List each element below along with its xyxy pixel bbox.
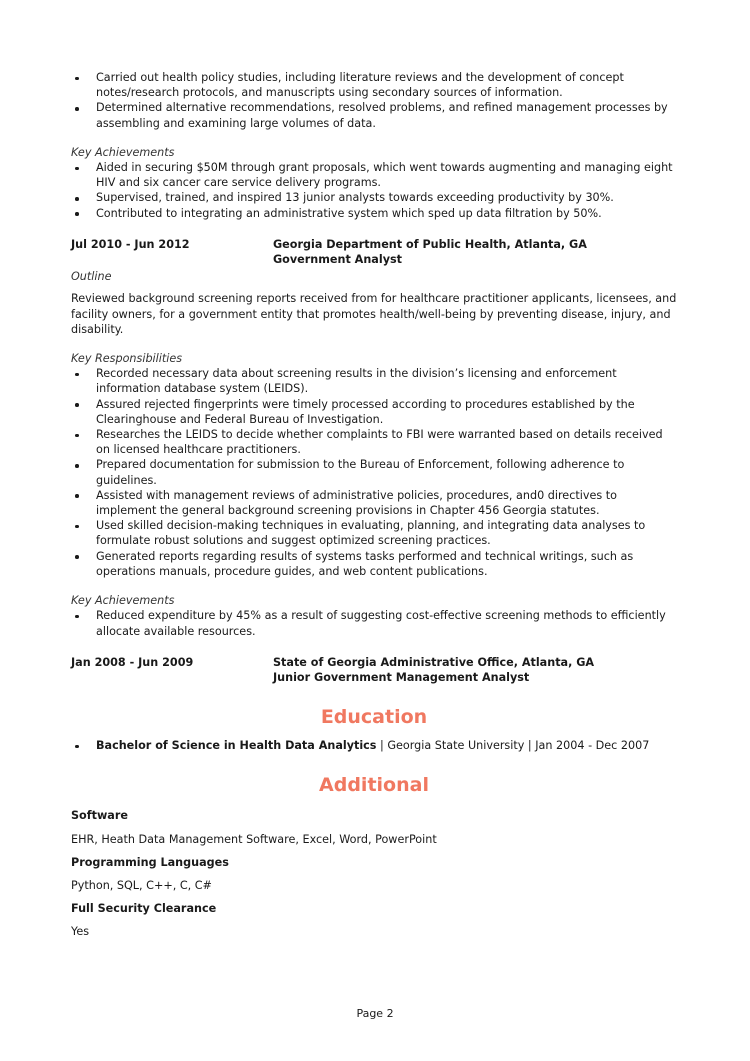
list-item: Determined alternative recommendations, resolved problems, and refined management processes by assembling and examining large volumes of data.: [71, 100, 677, 130]
job2-org-block: [273, 237, 677, 267]
page-number: Page 2: [356, 1007, 394, 1020]
list-item: [71, 738, 677, 753]
clearance-label: Full Security Clearance: [71, 902, 217, 916]
job2-achievements-list: [71, 608, 677, 638]
resume-page-2: [71, 70, 677, 940]
list-item: Carried out health policy studies, including literature reviews and the development of concept notes/research protocols, and manuscripts using secondary sources of information.: [71, 70, 677, 100]
job1-achievements-label: Key Achievements: [71, 145, 175, 159]
education-details: | Georgia State University | Jan 2004 - Dec 2007: [376, 739, 650, 753]
software-label: Software: [71, 809, 128, 823]
job2-outline-label: Outline: [71, 270, 112, 284]
job3-title: Junior Government Management Analyst: [273, 670, 530, 684]
list-item: Reduced expenditure by 45% as a result of suggesting cost-effective screening methods to efficiently allocate available resources.: [71, 608, 677, 638]
languages-label: Programming Languages: [71, 855, 229, 869]
job2-organization: Georgia Department of Public Health, Atlanta, GA: [273, 237, 587, 251]
job2-dates: Jul 2010 - Jun 2012: [71, 237, 190, 251]
job2-title: Government Analyst: [273, 253, 402, 267]
clearance-text: Yes: [71, 925, 90, 939]
list-item: Recorded necessary data about screening results in the division’s licensing and enforcement information database system (LEIDS).: [71, 366, 677, 396]
education-degree: Bachelor of Science in Health Data Analytics: [96, 739, 377, 753]
list-item: Supervised, trained, and inspired 13 junior analysts towards exceeding productivity by 30%.: [71, 190, 677, 205]
job2-responsibilities-list: [71, 366, 677, 579]
languages-text: Python, SQL, C++, C, C#: [71, 878, 212, 892]
list-item: Contributed to integrating an administrative system which sped up data filtration by 50%.: [71, 206, 677, 221]
job1-responsibilities-list: [71, 70, 677, 131]
job3-dates: Jan 2008 - Jun 2009: [71, 655, 194, 669]
list-item: Assured rejected fingerprints were timely processed according to procedures established by the Clearinghouse and Federal Bureau of Investigation.: [71, 397, 677, 427]
job3-organization: State of Georgia Administrative Office, Atlanta, GA: [273, 655, 595, 669]
job2-responsibilities-label: Key Responsibilities: [71, 352, 183, 366]
list-item: Used skilled decision-making techniques in evaluating, planning, and integrating data analyses to formulate robust solutions and suggest optimized screening practices.: [71, 518, 677, 548]
job2-outline-text: Reviewed background screening reports received from for healthcare practitioner applicants, licensees, and facility owners, for a government entity that promotes health/well-being by preventing disease, injury, and disability.: [71, 292, 677, 336]
list-item: Assisted with management reviews of administrative policies, procedures, and0 directives to implement the general background screening provisions in Chapter 456 Georgia statutes.: [71, 488, 677, 518]
list-item: Aided in securing $50M through grant proposals, which went towards augmenting and managing eight HIV and six cancer care service delivery programs.: [71, 160, 677, 190]
job1-achievements-list: [71, 160, 677, 221]
education-list: [71, 738, 677, 753]
list-item: Generated reports regarding results of systems tasks performed and technical writings, such as operations manuals, procedure guides, and web content publications.: [71, 549, 677, 579]
software-text: EHR, Heath Data Management Software, Excel, Word, PowerPoint: [71, 832, 437, 846]
job3-header: [71, 655, 677, 685]
list-item: Prepared documentation for submission to the Bureau of Enforcement, following adherence to guidelines.: [71, 457, 677, 487]
job2-header: [71, 237, 677, 267]
job2-achievements-label: Key Achievements: [71, 594, 175, 608]
list-item: Researches the LEIDS to decide whether complaints to FBI were warranted based on details received on licensed healthcare practitioners.: [71, 427, 677, 457]
education-heading: Education: [320, 706, 428, 729]
job3-org-block: [273, 655, 677, 685]
additional-heading: Additional: [319, 774, 429, 797]
